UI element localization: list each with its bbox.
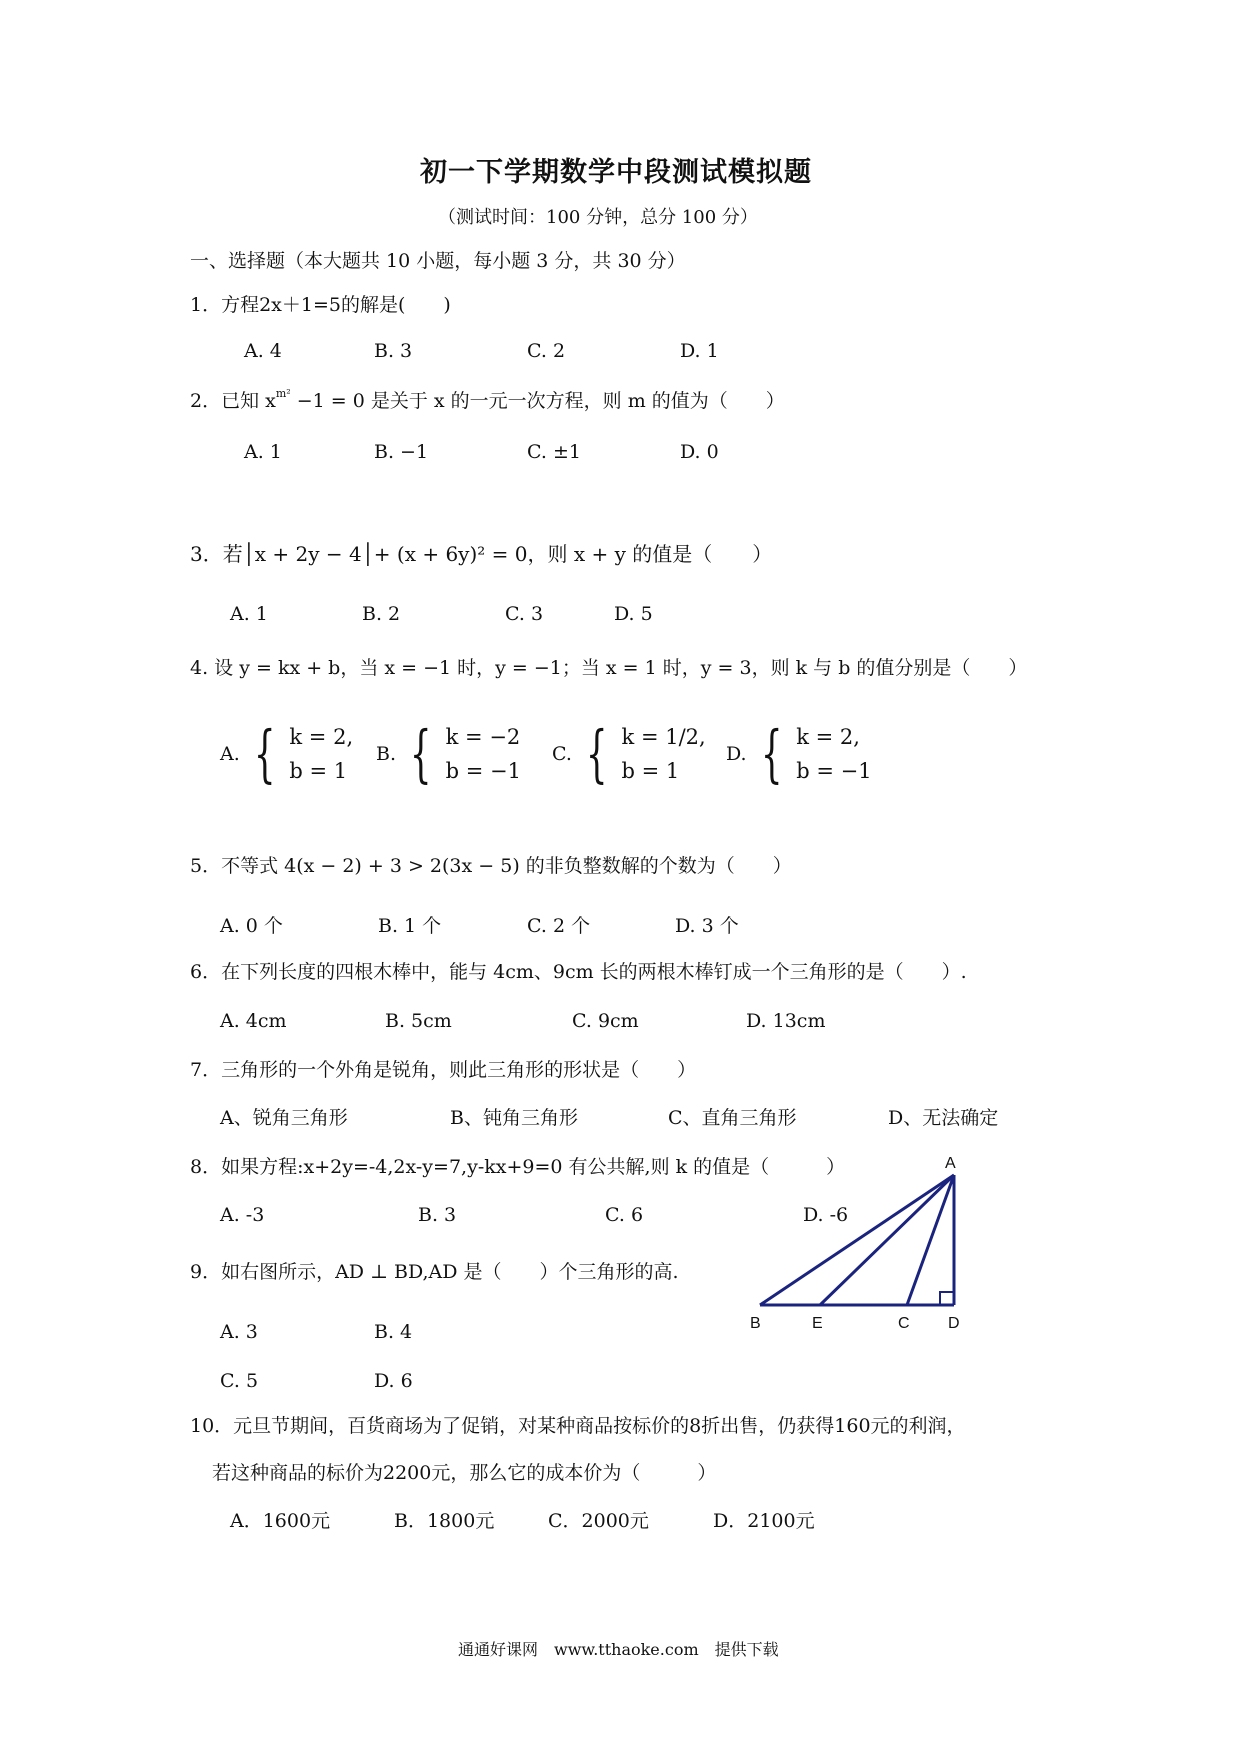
q5-option-d: D. 3 个 [675, 915, 739, 937]
label-a: A [945, 1155, 956, 1172]
q10-option-c: C．2000元 [548, 1510, 649, 1532]
q4-option-d-label: D. [726, 743, 747, 765]
q4-option-c-label: C. [552, 743, 572, 765]
question-9: 9．如右图所示，AD ⊥ BD,AD 是（ ）个三角形的高. [190, 1261, 679, 1283]
segment-ac [907, 1175, 954, 1305]
q4-option-a-label: A. [220, 743, 240, 765]
q4-d-line1: k = 2, [796, 725, 860, 749]
q2-option-b: B. −1 [374, 441, 429, 463]
label-c: C [898, 1315, 910, 1332]
q4-option-a [220, 717, 354, 790]
question-6: 6．在下列长度的四根木棒中，能与 4cm、9cm 长的两根木棒钉成一个三角形的是（ ）. [190, 961, 967, 983]
page-title: 初一下学期数学中段测试模拟题 [420, 157, 812, 188]
q2-option-c: C. ±1 [527, 441, 581, 463]
q4-b-line1: k = −2 [445, 725, 521, 749]
q4-option-c [552, 717, 706, 790]
q10-option-d: D．2100元 [713, 1510, 815, 1532]
q1-option-c: C. 2 [527, 340, 566, 362]
q7-option-b: B、钝角三角形 [450, 1107, 578, 1129]
q4-a-line2: b = 1 [289, 759, 348, 783]
q4-d-line2: b = −1 [796, 759, 872, 783]
q2-suffix: −1 = 0 是关于 x 的一元一次方程，则 m 的值为（ ） [290, 390, 785, 412]
q10-option-b: B．1800元 [394, 1510, 495, 1532]
q4-option-b [376, 717, 522, 790]
q6-option-a: A. 4cm [220, 1010, 287, 1032]
q9-option-a: A. 3 [220, 1321, 258, 1343]
question-3: 3．若│x + 2y − 4│+ (x + 6y)² = 0，则 x + y 的值是（ ） [190, 542, 773, 566]
brace-icon: { [409, 717, 432, 790]
q5-option-c: C. 2 个 [527, 915, 591, 937]
q8-option-d: D. -6 [803, 1204, 849, 1226]
brace-icon: { [253, 717, 276, 790]
q10-option-a: A．1600元 [230, 1510, 331, 1532]
question-7: 7．三角形的一个外角是锐角，则此三角形的形状是（ ） [190, 1059, 697, 1081]
q2-option-a: A. 1 [244, 441, 282, 463]
exam-info: （测试时间：100 分钟，总分 100 分） [438, 207, 758, 228]
question-10-line1: 10．元旦节期间，百货商场为了促销，对某种商品按标价的8折出售，仍获得160元的利润， [190, 1415, 966, 1437]
q9-option-d: D. 6 [374, 1370, 413, 1392]
q1-option-d: D. 1 [680, 340, 719, 362]
q5-option-b: B. 1 个 [378, 915, 442, 937]
q4-a-line1: k = 2, [289, 725, 354, 749]
question-10-line2: 若这种商品的标价为2200元，那么它的成本价为（ ） [212, 1462, 717, 1484]
q2-prefix: 2．已知 x [190, 390, 276, 412]
q7-option-a: A、锐角三角形 [220, 1107, 348, 1129]
triangle-figure [740, 1150, 980, 1340]
q4-c-line2: b = 1 [621, 759, 680, 783]
q9-option-c: C. 5 [220, 1370, 259, 1392]
section-header: 一、选择题（本大题共 10 小题，每小题 3 分，共 30 分） [190, 250, 686, 272]
q3-option-a: A. 1 [230, 603, 268, 625]
q6-option-d: D. 13cm [746, 1010, 826, 1032]
question-8: 8．如果方程:x+2y=-4,2x-y=7,y-kx+9=0 有公共解,则 k 的值是（ ） [190, 1156, 846, 1178]
label-e: E [812, 1315, 823, 1332]
label-d: D [948, 1315, 960, 1332]
q8-option-a: A. -3 [220, 1204, 265, 1226]
q3-option-c: C. 3 [505, 603, 544, 625]
q7-option-d: D、无法确定 [888, 1107, 999, 1129]
q3-option-d: D. 5 [614, 603, 653, 625]
brace-icon: { [585, 717, 608, 790]
segment-ab [760, 1175, 954, 1305]
q6-option-b: B. 5cm [385, 1010, 452, 1032]
q8-option-c: C. 6 [605, 1204, 644, 1226]
brace-icon: { [760, 717, 783, 790]
question-1: 1．方程2x＋1=5的解是( ) [190, 294, 451, 316]
question-5: 5．不等式 4(x − 2) + 3 > 2(3x − 5) 的非负整数解的个数为（ ） [190, 855, 792, 877]
q7-option-c: C、直角三角形 [668, 1107, 797, 1129]
q3-option-b: B. 2 [362, 603, 401, 625]
question-2 [190, 387, 785, 418]
right-angle-marker [940, 1292, 954, 1305]
q2-exponent: m² [275, 387, 291, 400]
q6-option-c: C. 9cm [572, 1010, 639, 1032]
q1-option-a: A. 4 [244, 340, 282, 362]
page-footer: 通通好课网 www.tthaoke.com 提供下载 [458, 1640, 779, 1659]
q4-option-d [726, 717, 872, 790]
q4-option-b-label: B. [376, 743, 397, 765]
q8-option-b: B. 3 [418, 1204, 457, 1226]
q2-option-d: D. 0 [680, 441, 719, 463]
question-4: 4. 设 y = kx + b，当 x = −1 时，y = −1；当 x = 1 时，y = 3，则 k 与 b 的值分别是（ ） [190, 657, 1028, 679]
q1-option-b: B. 3 [374, 340, 413, 362]
q4-c-line1: k = 1/2, [621, 725, 706, 749]
q9-option-b: B. 4 [374, 1321, 413, 1343]
q4-b-line2: b = −1 [445, 759, 522, 783]
label-b: B [750, 1315, 761, 1332]
q5-option-a: A. 0 个 [220, 915, 283, 937]
segment-ae [820, 1175, 954, 1305]
